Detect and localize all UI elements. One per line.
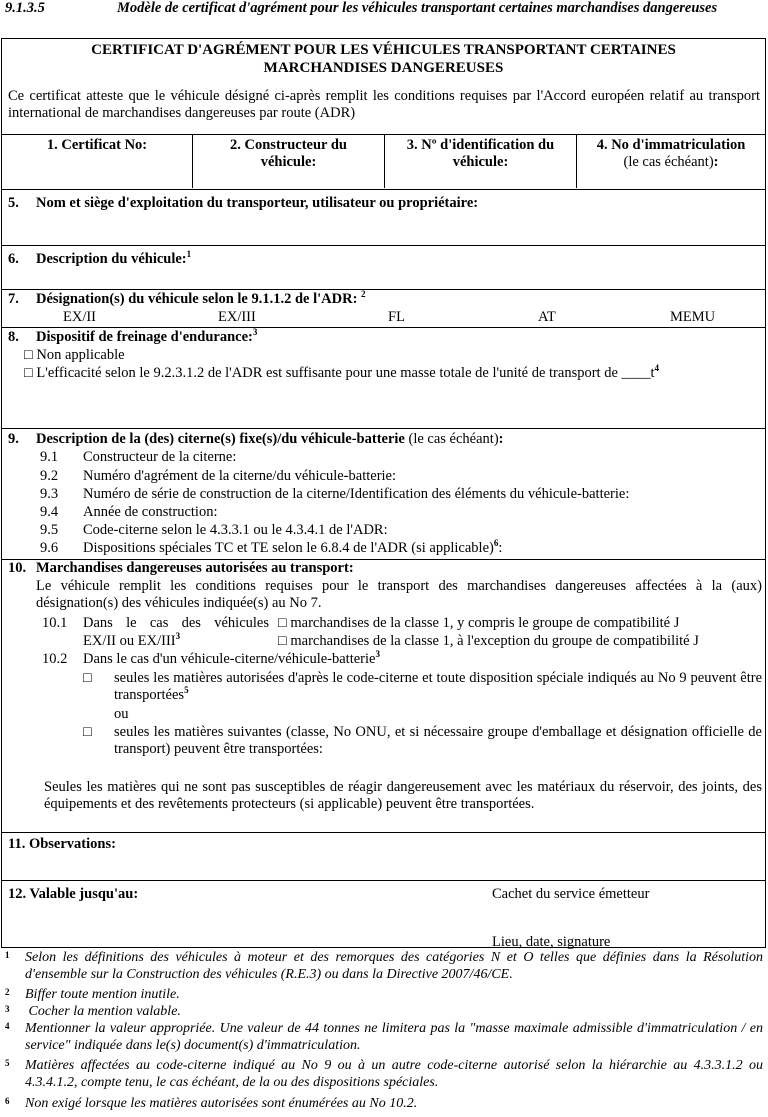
tank-item-label[interactable]: Code-citerne selon le 4.3.3.1 ou le 4.3.4.1 de l'ADR: <box>83 522 388 538</box>
section-6-number: 6. <box>8 251 19 267</box>
tank-item-number: 9.1 <box>40 449 59 465</box>
footnote-text: Non exigé lorsque les matières autorisées sont énumérées au No 10.2. <box>25 1096 418 1111</box>
footnote-4 <box>5 1021 765 1055</box>
field-vehicle-id[interactable] <box>384 135 576 188</box>
field-label: 2. Constructeur du véhicule: <box>230 137 347 170</box>
section-7-label: Désignation(s) du véhicule selon le 9.1.1.2 de l'ADR: <box>36 291 358 307</box>
section-5[interactable] <box>2 189 765 245</box>
item-10-1-number: 10.1 <box>42 615 68 631</box>
section-number: 9.1.3.5 <box>5 0 45 16</box>
section-5-label: Nom et siège d'exploitation du transporteur, utilisateur ou propriétaire: <box>36 195 479 211</box>
title-line-1: CERTIFICAT D'AGRÉMENT POUR LES VÉHICULES TRANSPORTANT CERTAINES <box>91 42 676 58</box>
tank-item-suffix: : <box>498 540 503 556</box>
section-9-label: Description de la (des) citerne(s) fixe(s)/du véhicule-batterie <box>36 431 405 447</box>
field-label-note: (le cas échéant) <box>623 154 714 170</box>
checkbox-tank-code[interactable]: □ <box>83 670 92 686</box>
footnote-number: 1 <box>5 950 10 960</box>
section-title: Modèle de certificat d'agrément pour les véhicules transportant certaines marchandises dangereuses <box>117 0 718 16</box>
tank-item-label[interactable]: Année de construction: <box>83 504 218 520</box>
footnote-number: 3 <box>5 1004 10 1014</box>
footnote-2 <box>5 987 765 1004</box>
certificate-intro: Ce certificat atteste que le véhicule désigné ci-après remplit les conditions requises par l'Accord européen relatif au transport international de marchandises dangereuses par route (ADR) <box>8 88 760 121</box>
section-9-suffix: : <box>498 431 504 447</box>
section-10-closing: Seules les matières qui ne sont pas susceptibles de réagir dangereusement avec les matériaux du réservoir, des joints, des équipements et des revêtements protecteurs (si applicable) peuvent être transportées. <box>44 779 762 812</box>
footnote-3 <box>5 1004 765 1021</box>
designation-option-fl[interactable]: FL <box>388 309 405 325</box>
certificate-title <box>2 41 765 77</box>
tank-item-text: Dispositions spéciales TC et TE selon le 6.8.4 de l'ADR (si applicable) <box>83 540 494 556</box>
tank-item-number: 9.6 <box>40 540 59 556</box>
option-tank-code <box>114 670 762 704</box>
class1-option-including-j[interactable]: □ marchandises de la classe 1, y compris le groupe de compatibilité J <box>278 615 680 631</box>
section-7-number: 7. <box>8 291 19 307</box>
section-11-label: 11. Observations: <box>8 836 116 852</box>
section-5-number: 5. <box>8 195 19 211</box>
footnote-6 <box>5 1096 765 1113</box>
section-header <box>5 0 765 38</box>
section-10-text: Le véhicule remplit les conditions requises pour le transport des marchandises dangereuses affectées à la (aux) désignation(s) des véhicules indiquée(s) au No 7. <box>36 578 762 611</box>
field-label: 1. Certificat No: <box>46 137 148 153</box>
item-10-1-vehicles-text: EX/II ou EX/III <box>83 633 176 649</box>
tank-item-label[interactable]: Numéro de série de construction de la citerne/Identification des éléments du véhicule-batterie: <box>83 486 630 502</box>
footnote-number: 2 <box>5 987 10 997</box>
designation-option-ex-ii[interactable]: EX/II <box>63 309 97 325</box>
designation-option-at[interactable]: AT <box>538 309 556 325</box>
item-10-2-text <box>83 651 380 668</box>
section-10-number: 10. <box>8 560 27 576</box>
issuer-stamp-label: Cachet du service émetteur <box>492 886 650 902</box>
section-10 <box>2 559 765 832</box>
footnote-text: Mentionner la valeur appropriée. Une valeur de 44 tonnes ne limitera pas la "masse maximale admissible d'immatriculation / en service" indiquée dans le(s) document(s) d'immatriculation. <box>25 1021 763 1053</box>
footnote-text: Biffer toute mention inutile. <box>25 987 180 1002</box>
checkbox-listed-substances[interactable]: □ <box>83 724 92 740</box>
field-label: 3. Nº d'identification du véhicule: <box>406 137 555 170</box>
tank-item-label[interactable] <box>83 540 502 557</box>
footnote-number: 4 <box>5 1021 10 1031</box>
tank-item-number: 9.2 <box>40 468 59 484</box>
section-6[interactable] <box>2 245 765 289</box>
footnote-ref: 5 <box>184 685 189 696</box>
title-line-2: MARCHANDISES DANGEREUSES <box>263 60 504 76</box>
footnote-ref: 3 <box>252 327 258 338</box>
item-10-2-number: 10.2 <box>42 651 68 667</box>
option-tank-code-text: seules les matières autorisées d'après le code-citerne et toute disposition spéciale indiqués au No 9 peuvent être transportées <box>114 670 762 703</box>
brake-option-text: □ L'efficacité selon le 9.2.3.1.2 de l'ADR est suffisante pour une masse totale de l'unité de transport de ____t <box>24 365 655 381</box>
item-10-2-label: Dans le cas d'un véhicule-citerne/véhicule-batterie <box>83 651 376 667</box>
section-8-number: 8. <box>8 329 19 345</box>
item-10-1-vehicles <box>83 633 180 650</box>
class1-option-excluding-j[interactable]: □ marchandises de la classe 1, à l'exception du groupe de compatibilité J <box>278 633 699 649</box>
section-9-label-note: (le cas échéant) <box>404 431 499 447</box>
footnote-number: 6 <box>5 1096 10 1106</box>
footnote-5 <box>5 1058 765 1092</box>
footnote-ref: 3 <box>375 649 380 660</box>
field-certificate-no[interactable] <box>2 135 192 188</box>
footnote-text: Matières affectées au code-citerne indiqué au No 9 ou à un autre code-citerne autorisé selon la hiérarchie au 4.3.3.1.2 ou 4.3.4.1.2, compte tenu, le cas échéant, de la ou des dispositions spéciales. <box>25 1058 763 1090</box>
footnote-ref: 6 <box>493 538 499 549</box>
footnote-ref: 2 <box>361 289 366 300</box>
footnote-ref: 3 <box>175 631 181 642</box>
section-9 <box>2 428 765 559</box>
footnote-ref: 1 <box>186 249 192 260</box>
tank-item-label[interactable]: Numéro d'agrément de la citerne/du véhicule-batterie: <box>83 468 397 484</box>
fields-row-1-4 <box>2 134 765 189</box>
certificate-form <box>1 38 766 948</box>
section-6-label: Description du véhicule: <box>36 251 187 267</box>
field-label-suffix: : <box>713 154 719 170</box>
footnote-text: Selon les définitions des véhicules à moteur et des remorques des catégories N et O telles que définies dans la Résolution d'ensemble sur la Construction des véhicules (R.E.3) ou dans la Directive 2007/46/CE. <box>25 950 763 982</box>
footnote-ref: 4 <box>654 363 660 374</box>
brake-option-sufficient[interactable] <box>24 365 659 382</box>
footnote-text: Cocher la mention valable. <box>25 1004 181 1019</box>
or-separator: ou <box>114 706 129 722</box>
designation-option-ex-iii[interactable]: EX/III <box>218 309 256 325</box>
section-10-label: Marchandises dangereuses autorisées au transport: <box>36 560 354 576</box>
item-10-1-text: Dans le cas des véhicules <box>83 615 269 631</box>
section-11[interactable] <box>2 832 765 880</box>
section-12-label[interactable]: 12. Valable jusqu'au: <box>8 886 139 902</box>
footnote-1 <box>5 950 765 984</box>
field-label: 4. No d'immatriculation <box>596 137 746 153</box>
brake-option-not-applicable[interactable]: □ Non applicable <box>24 347 125 363</box>
section-9-number: 9. <box>8 431 19 447</box>
field-registration[interactable] <box>576 135 765 188</box>
tank-item-number: 9.3 <box>40 486 59 502</box>
section-8 <box>2 327 765 428</box>
section-7 <box>2 289 765 327</box>
option-listed-substances: seules les matières suivantes (classe, No ONU, et si nécessaire groupe d'emballage et désignation officielle de transport) peuvent être transportées: <box>114 724 762 757</box>
field-manufacturer[interactable] <box>192 135 384 188</box>
place-date-signature-label: Lieu, date, signature <box>492 934 611 950</box>
section-12 <box>2 880 765 948</box>
tank-item-number: 9.5 <box>40 522 59 538</box>
tank-item-label[interactable]: Constructeur de la citerne: <box>83 449 237 465</box>
tank-item-number: 9.4 <box>40 504 59 520</box>
footnote-number: 5 <box>5 1058 10 1068</box>
section-8-label: Dispositif de freinage d'endurance: <box>36 329 253 345</box>
designation-option-memu[interactable]: MEMU <box>670 309 716 325</box>
